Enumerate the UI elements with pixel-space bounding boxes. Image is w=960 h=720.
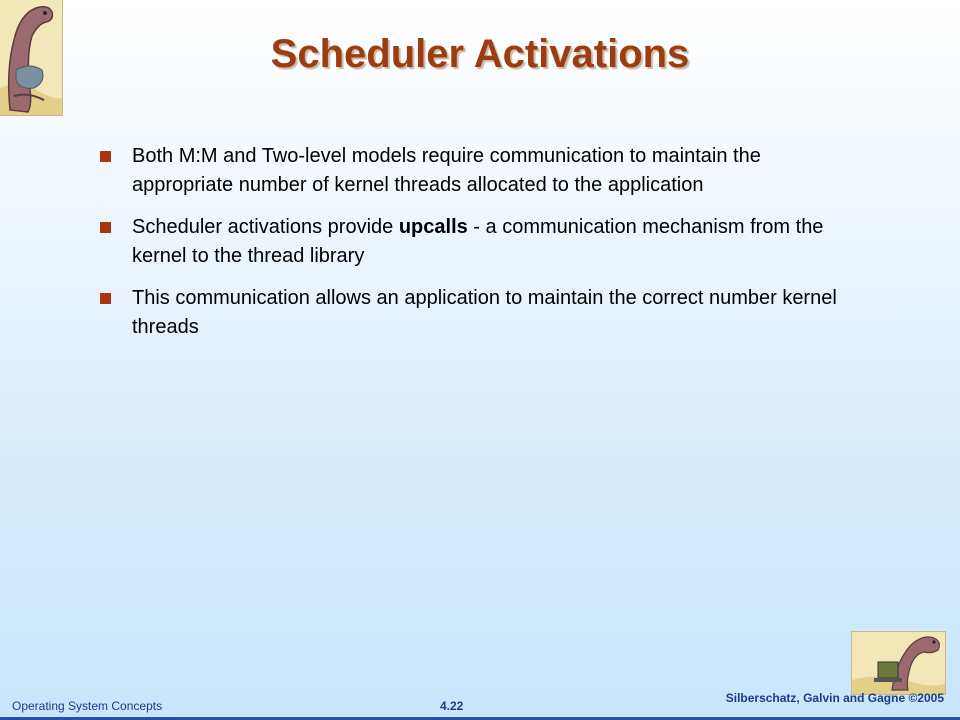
slide-title: Scheduler Activations	[270, 32, 690, 76]
square-bullet-icon	[100, 222, 111, 233]
dinosaur-logo-bottom	[851, 631, 946, 695]
bullet-list	[100, 142, 860, 355]
bullet-text: This communication allows an application to maintain the correct number kernel threads	[132, 287, 837, 338]
bullet-item	[100, 142, 860, 200]
bullet-item	[100, 213, 860, 271]
bullet-text: Both M:M and Two-level models require communication to maintain the appropriate number of kernel threads allocated to the application	[132, 145, 761, 196]
footer-course-title: Operating System Concepts	[12, 699, 163, 713]
dinosaur-laptop-icon	[852, 632, 945, 694]
bullet-text-post: - a communication mechanism from the kernel to the thread library	[132, 216, 824, 267]
square-bullet-icon	[100, 293, 111, 304]
footer-copyright: Silberschatz, Galvin and Gagne ©2005	[725, 691, 944, 705]
square-bullet-icon	[100, 151, 111, 162]
bullet-item	[100, 284, 860, 342]
bullet-text-pre: Scheduler activations provide	[132, 216, 399, 238]
bullet-text-bold: upcalls	[398, 216, 468, 238]
footer-page-number: 4.22	[440, 699, 464, 713]
